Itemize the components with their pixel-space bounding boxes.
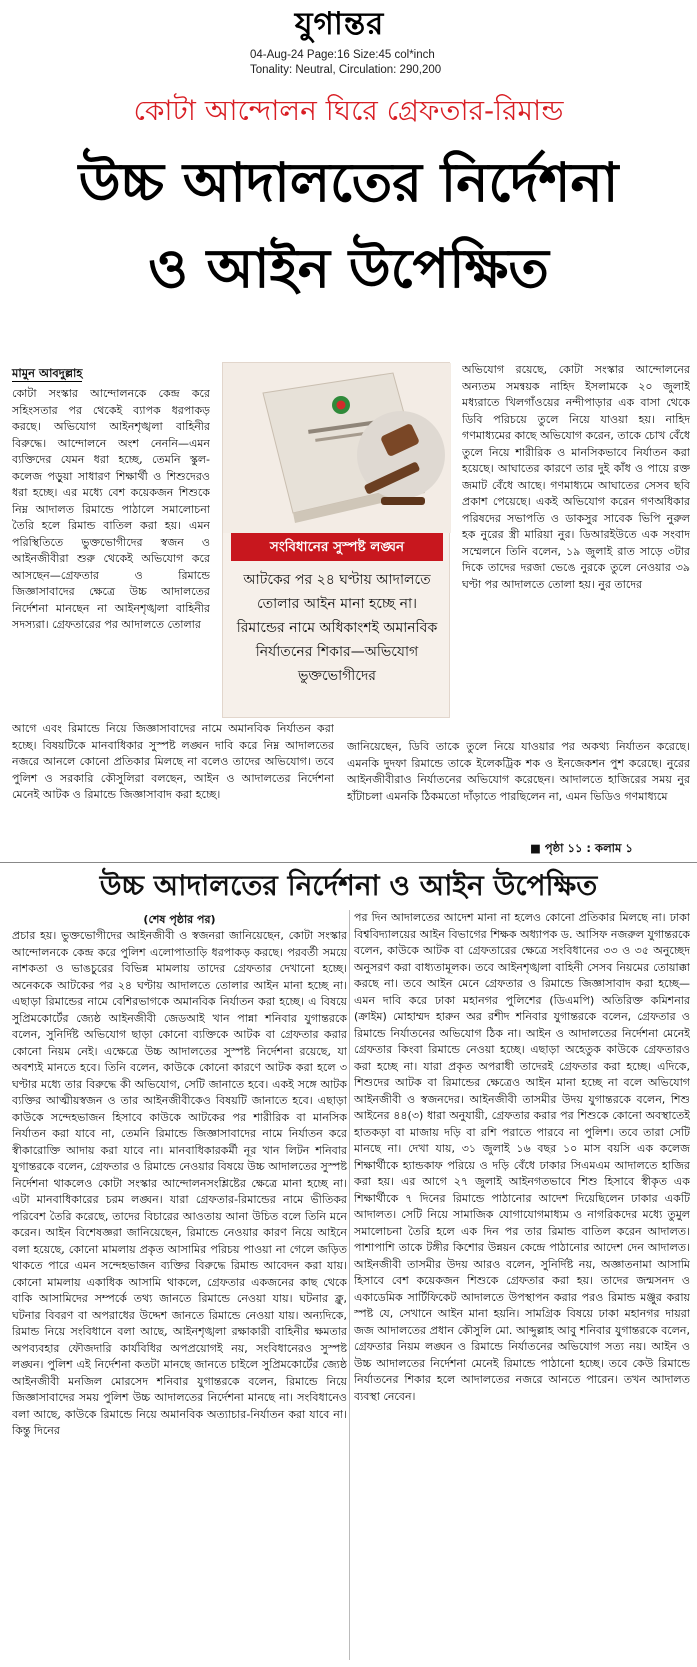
- meta-size-line: 04-Aug-24 Page:16 Size:45 col*inch: [250, 49, 435, 61]
- continuation-headline: উচ্চ আদালতের নির্দেশনা ও আইন উপেক্ষিত: [99, 869, 598, 902]
- body-paragraph: প্রচার হয়। ভুক্তভোগীদের আইনজীবী ও স্বজনরা জানিয়েছেন, কোটা সংস্কার আন্দোলনকে কেন্দ্র করে পুলিশ এলোপাতাড়ি ধরপাকড় করছে। পরবর্তী সময়ে নাশকতা ও ভাঙচুরের বিভিন্ন মামলায় তাদের গ্রেফতার দেখানো হচ্ছে। অনেককে আটকের পর ২৪ ঘণ্টায় আদালতে তোলার আইন মানা হচ্ছে না। এছাড়া রিমান্ডের নামে বেশিরভাগকে অমানবিক নির্যাতন করা হচ্ছে। এ বিষয়ে সুপ্রিমকোর্টের জ্যেষ্ঠ আইনজীবী জেডআই খান পান্না শনিবার যুগান্তরকে বলেন, সুনির্দিষ্ট অভিযোগ ছাড়া কোনো ব্যক্তিকে আটক বা গ্রেফতার করার কোনো নিয়ম নেই। এক্ষেত্রে উচ্চ আদালতের সুস্পষ্ট নির্দেশনা রয়েছে, যা অবশ্যই মানতে হবে। তিনি বলেন, কাউকে কোনো কারণে আটক করা হলে ৩ ঘণ্টার মধ্যে তার বিরুদ্ধে কী অভিযোগ, সেটি জানাতে হবে। একই সঙ্গে আটক ব্যক্তির আত্মীয়স্বজন ও তার আইনজীবীকেও বিষয়টি জানাতে হবে। এছাড়া কাউকে সন্দেহভাজন হিসাবে কাউকে আটকের পর শারীরিক বা মানসিক নির্যাতন করা যাবে না, তেমনি রিমান্ডে জিজ্ঞাসাবাদের নামে নির্যাতন করে স্বীকারোক্তি আদায় করা যাবে না। মানবাধিকারকর্মী নূর খান লিটন শনিবার যুগান্তরকে বলেন, গ্রেফতার ও রিমান্ডে নেওয়ার বিষয়ে উচ্চ আদালতের সুস্পষ্ট নির্দেশনা থাকলেও কোটা সংস্কার আন্দোলনসংশ্লিষ্টের ক্ষেত্রে মানা হচ্ছে না। এটা মানবাধিকারের চরম লঙ্ঘন। যারা গ্রেফতার-রিমান্ডের নামে ভীতিকর পরিবেশ তৈরি করেছে, তাদের বিচারের আওতায় আনা উচিত বলে তিনি মনে করেন। আইন বিশেষজ্ঞরা জানিয়েছেন, রিমান্ডে নেওয়ার কারণ নিয়ে আইনে বলা হয়েছে, কোনো মামলায় প্রকৃত আসামির পরিচয় পাওয়া না গেলে জড়িত থাকতে পারে এমন সন্দেহভাজন ব্যক্তির বিরুদ্ধে রিমান্ড আবেদন করা যায়। কোনো মামলায় একাধিক আসামি থাকলে, গ্রেফতার একজনের কাছ থেকে বাকি আসামিদের সম্পর্কে তথ্য জানতে রিমান্ডে নেওয়া যায়। ঘটনার ক্লু, ঘটনার বিবরণ বা অপরাধের উদ্দেশ জানতে রিমান্ডে নেওয়া যায়। অন্যদিকে, রিমান্ড নিয়ে সংবিধানে বলা আছে, আইনশৃঙ্খলা রক্ষাকারী বাহিনীর ক্ষমতার অপব্যবহার ফৌজদারি কার্যবিধির অপপ্রয়োগই নয়, সংবিধানেরও সুস্পষ্ট লঙ্ঘন। পুলিশ এই নির্দেশনা কতটা মানছে জানতে চাইলে সুপ্রিমকোর্টের জ্যেষ্ঠ আইনজীবী মনজিল মোরসেদ শনিবার যুগান্তরকে বলেন, রিমান্ডে নিয়ে জিজ্ঞাসাবাদের সময় পুলিশ উচ্চ আদালতের নির্দেশনা মানছে না। সংবিধানেও বলা আছে, কাউকে রিমান্ডে নিয়ে অমানবিক অত্যাচার-নির্যাতন করা যাবে না। কিন্তু দিনের: [12, 929, 347, 1437]
- body-paragraph: কোটা সংস্কার আন্দোলনকে কেন্দ্র করে সহিংসতার পর থেকেই ব্যাপক ধরপাকড় করছে। অভিযোগ আইনশৃঙ্খলা বাহিনীর বিরুদ্ধে। আন্দোলনে অংশ নেননি—এমন ব্যক্তিদের যেমন ধরা হচ্ছে, তেমনি স্কুল-কলেজ পড়ুয়া সাধারণ শিক্ষার্থী ও শিশুদেরও ধরা হচ্ছে। এর মধ্যে বেশ কয়েকজন শিশুকে নিম্ন আদালত রিমান্ডে পাঠালে সমালোচনা তৈরি হলে রিমান্ড বাতিল করা হয়। এমন পরিস্থিতিতে ভুক্তভোগীদের স্বজন ও আইনজীবীরা শুরু থেকেই অভিযোগ করে আসছেন—গ্রেফতার ও রিমান্ডে জিজ্ঞাসাবাদের ক্ষেত্রে উচ্চ আদালতের নির্দেশনা মানছেন না আইনশৃঙ্খলা বাহিনীর সদস্যরা। গ্রেফতারের পর আদালতে তোলার: [12, 387, 210, 631]
- clipping-meta: [250, 48, 441, 78]
- photo-banner: সংবিধানের সুস্পষ্ট লঙ্ঘন: [231, 533, 443, 561]
- masthead: [0, 0, 697, 82]
- article-headline: [0, 140, 697, 312]
- body-lower-left: [12, 721, 334, 841]
- body-paragraph: জানিয়েছেন, ডিবি তাকে তুলে নিয়ে যাওয়ার পর অকথ্য নির্যাতন করেছে। এমনকি দুদফা রিমান্ডে তাকে ইলেকট্রিক শক ও ইনজেকশন পুশ করেছে। নুরের আইনজীবীরাও নির্যাতনের অভিযোগ করেছেন। আদালতে হাজিরের সময় নুর হাঁটাচলা এমনকি ঠিকমতো দাঁড়াতে পারছিলেন না, এমন ভিডিও গণমাধ্যমে: [347, 740, 690, 803]
- jump-line: ■ পৃষ্ঠা ১১ : কলাম ১: [530, 841, 633, 855]
- newspaper-logo: যুগান্তর: [294, 6, 385, 42]
- body-column-2: [462, 362, 690, 722]
- body-paragraph: অভিযোগ রয়েছে, কোটা সংস্কার আন্দোলনের অন্যতম সমন্বয়ক নাহিদ ইসলামকে ২০ জুলাই মধ্যরাতে খিলগাঁওয়ের নন্দীপাড়ার এক বাসা থেকে ডিবি পরিচয়ে তুলে নিয়ে যাওয়া হয়। নাহিদ গণমাধ্যমের কাছে অভিযোগ করেন, তাকে চোখ বেঁধে তুলে নিয়ে শারীরিক ও মানসিকভাবে নির্যাতন করা হয়েছে। আঘাতের কারণে তার দুই কাঁধ ও পায়ে রক্ত জমাট বেঁধে আছে। গণমাধ্যমে আঘাতের সেসব ছবি প্রকাশ পেয়েছে। একই অভিযোগ করেন গণঅধিকার পরিষদের সভাপতি ও ডাকসুর সাবেক ভিপি নুরুল হক নুরের স্ত্রী মারিয়া নুর। ডিআরইউতে এক সংবাদ সম্মেলনে তিনি বলেন, ১৯ জুলাই রাত সাড়ে ৩টার দিকে তাদের দরজা ভেঙে নুরকে তুলে নেওয়ার ৩৯ ঘণ্টা পর আদালতে তোলা হয়। নুর তাদের: [462, 363, 690, 591]
- body-lower-right: [347, 739, 690, 843]
- headline-line-2: ও আইন উপেক্ষিত: [148, 237, 549, 300]
- photo-box: [222, 362, 450, 718]
- body-paragraph: পর দিন আদালতের আদেশ মানা না হলেও কোনো প্রতিকার মিলছে না। ঢাকা বিশ্ববিদ্যালয়ের আইন বিভাগের শিক্ষক অধ্যাপক ড. আসিফ নজরুল যুগান্তরকে বলেন, কাউকে আটক বা গ্রেফতারের ক্ষেত্রে সংবিধানের ৩৩ ও ৩৫ অনুচ্ছেদ অনুসরণ করা বাধ্যতামূলক। তবে আইনশৃঙ্খলা বাহিনী সেসব নিয়মের তোয়াক্কা করছে না। তবে আইন মেনে গ্রেফতার ও রিমান্ডে জিজ্ঞাসাবাদ করা হচ্ছে—এমন দাবি করে ঢাকা মহানগর পুলিশের (ডিএমপি) অতিরিক্ত কমিশনার (ক্রাইম) মোহাম্মদ হারুন অর রশীদ শনিবার যুগান্তরকে বলেন, গ্রেফতার ও রিমান্ডে নির্যাতনের অভিযোগ ঠিক না। আইন ও আদালতের নির্দেশনা মেনেই গ্রেফতার কিংবা রিমান্ডে নেওয়া হচ্ছে। এছাড়া অহেতুক কাউকে গ্রেফতারও করা হচ্ছে না। যারা প্রকৃত অপরাধী তাদেরই গ্রেফতার করা হচ্ছে। এদিকে, শিশুদের আটক বা রিমান্ডের ক্ষেত্রেও আইন মানা হচ্ছে না বলে অভিযোগ আইনজীবী ও স্বজনদের। আইনজীবী তাসমীর উদয় যুগান্তরকে বলেন, শিশু আইনের ৪৪(৩) ধারা অনুযায়ী, গ্রেফতার করার পর শিশুকে কোনো অবস্থাতেই হাতকড়া বা মাজায় দড়ি বা রশি পরাতে পারবে না পুলিশ। তবে তারা সেটি মানছে না। দেখা যায়, ৩১ জুলাই ১৬ বছর ১০ মাস বয়সি এক কলেজ শিক্ষার্থীকে হ্যান্ডকাফ পরিয়ে ও দড়ি বেঁধে ঢাকার সিএমএম আদালতে হাজির করা হয়। এর আগে ২৭ জুলাই আইনগতভাবে শিশু হিসাবে স্বীকৃত এক শিক্ষার্থীকে ৭ দিনের রিমান্ডে পাঠানোর আদেশ দিয়েছিলেন ঢাকার একটি আদালত। সেটি নিয়ে সামাজিক যোগাযোগমাধ্যম ও নাগরিকদের মধ্যে তুমুল সমালোচনা তৈরি হলে এক দিন পর তার রিমান্ড বাতিল করেন আদালত। পাশাপাশি তাকে টঙ্গীর কিশোর উন্নয়ন কেন্দ্রে পাঠানোর আদেশ দেন আদালত। আইনজীবী তাসমীর উদয় আরও বলেন, সুনির্দিষ্ট নয়, অজ্ঞাতনামা আসামি হিসাবে বেশ কয়েকজন শিশুকে গ্রেফতার করা হয়। তাদের জন্মসনদ ও একাডেমিক সার্টিফিকেট আদালতে উপস্থাপন করার পরও রিমান্ড মঞ্জুর করায় স্পষ্ট যে, সেখানে আইন মানা হয়নি। সামগ্রিক বিষয়ে ঢাকা মহানগর দায়রা জজ আদালতের প্রধান কৌসুলি মো. আব্দুল্লাহ আবু শনিবার যুগান্তরকে বলেন, গ্রেফতার নিয়ম লঙ্ঘন ও রিমান্ডে নির্যাতনের অভিযোগ সত্য নয়। আইন ও উচ্চ আদালতের নির্দেশনা মেনেই রিমান্ডে পাঠানো হচ্ছে। তবে কেউ রিমান্ডে নির্যাতনের শিকার হলে আদালতের নজরে আনতে পারেন। তখন আদালত ব্যবস্থা নেবেন।: [354, 911, 690, 1403]
- section-divider: [0, 862, 697, 863]
- continuation-label: (শেষ পৃষ্ঠার পর): [143, 913, 216, 926]
- column-divider: [349, 910, 350, 1660]
- gavel-illustration: [223, 363, 451, 533]
- headline-line-1: উচ্চ আদালতের নির্দেশনা: [78, 151, 619, 214]
- body-column-1: [12, 386, 210, 721]
- byline: মামুন আবদুল্লাহ: [12, 366, 83, 380]
- pull-quote: আটকের পর ২৪ ঘণ্টায় আদালতে তোলার আইন মানা হচ্ছে না। রিমান্ডের নামে অধিকাংশই অমানবিক নির্যাতনের শিকার—অভিযোগ ভুক্তভোগীদের: [236, 572, 438, 684]
- article-kicker: কোটা আন্দোলন ঘিরে গ্রেফতার-রিমান্ড: [133, 94, 564, 127]
- continuation-column-1: [12, 928, 347, 1664]
- body-paragraph: আগে এবং রিমান্ডে নিয়ে জিজ্ঞাসাবাদের নামে অমানবিক নির্যাতন করা হচ্ছে। বিষয়টিকে মানবাধিকার সুস্পষ্ট লঙ্ঘন দাবি করে নিম্ন আদালতের নজরে আনলে কোনো প্রতিকার মিলছে না বলেও তাদের অভিযোগ। তবে পুলিশ ও সরকারি কৌসুলিরা বলছেন, আইন ও আদালতের নির্দেশনা মেনেই আটক ও রিমান্ডে জিজ্ঞাসাবাদ করা হচ্ছে।: [12, 722, 334, 801]
- meta-circulation-line: Tonality: Neutral, Circulation: 290,200: [250, 64, 442, 76]
- continuation-column-2: [354, 910, 690, 1664]
